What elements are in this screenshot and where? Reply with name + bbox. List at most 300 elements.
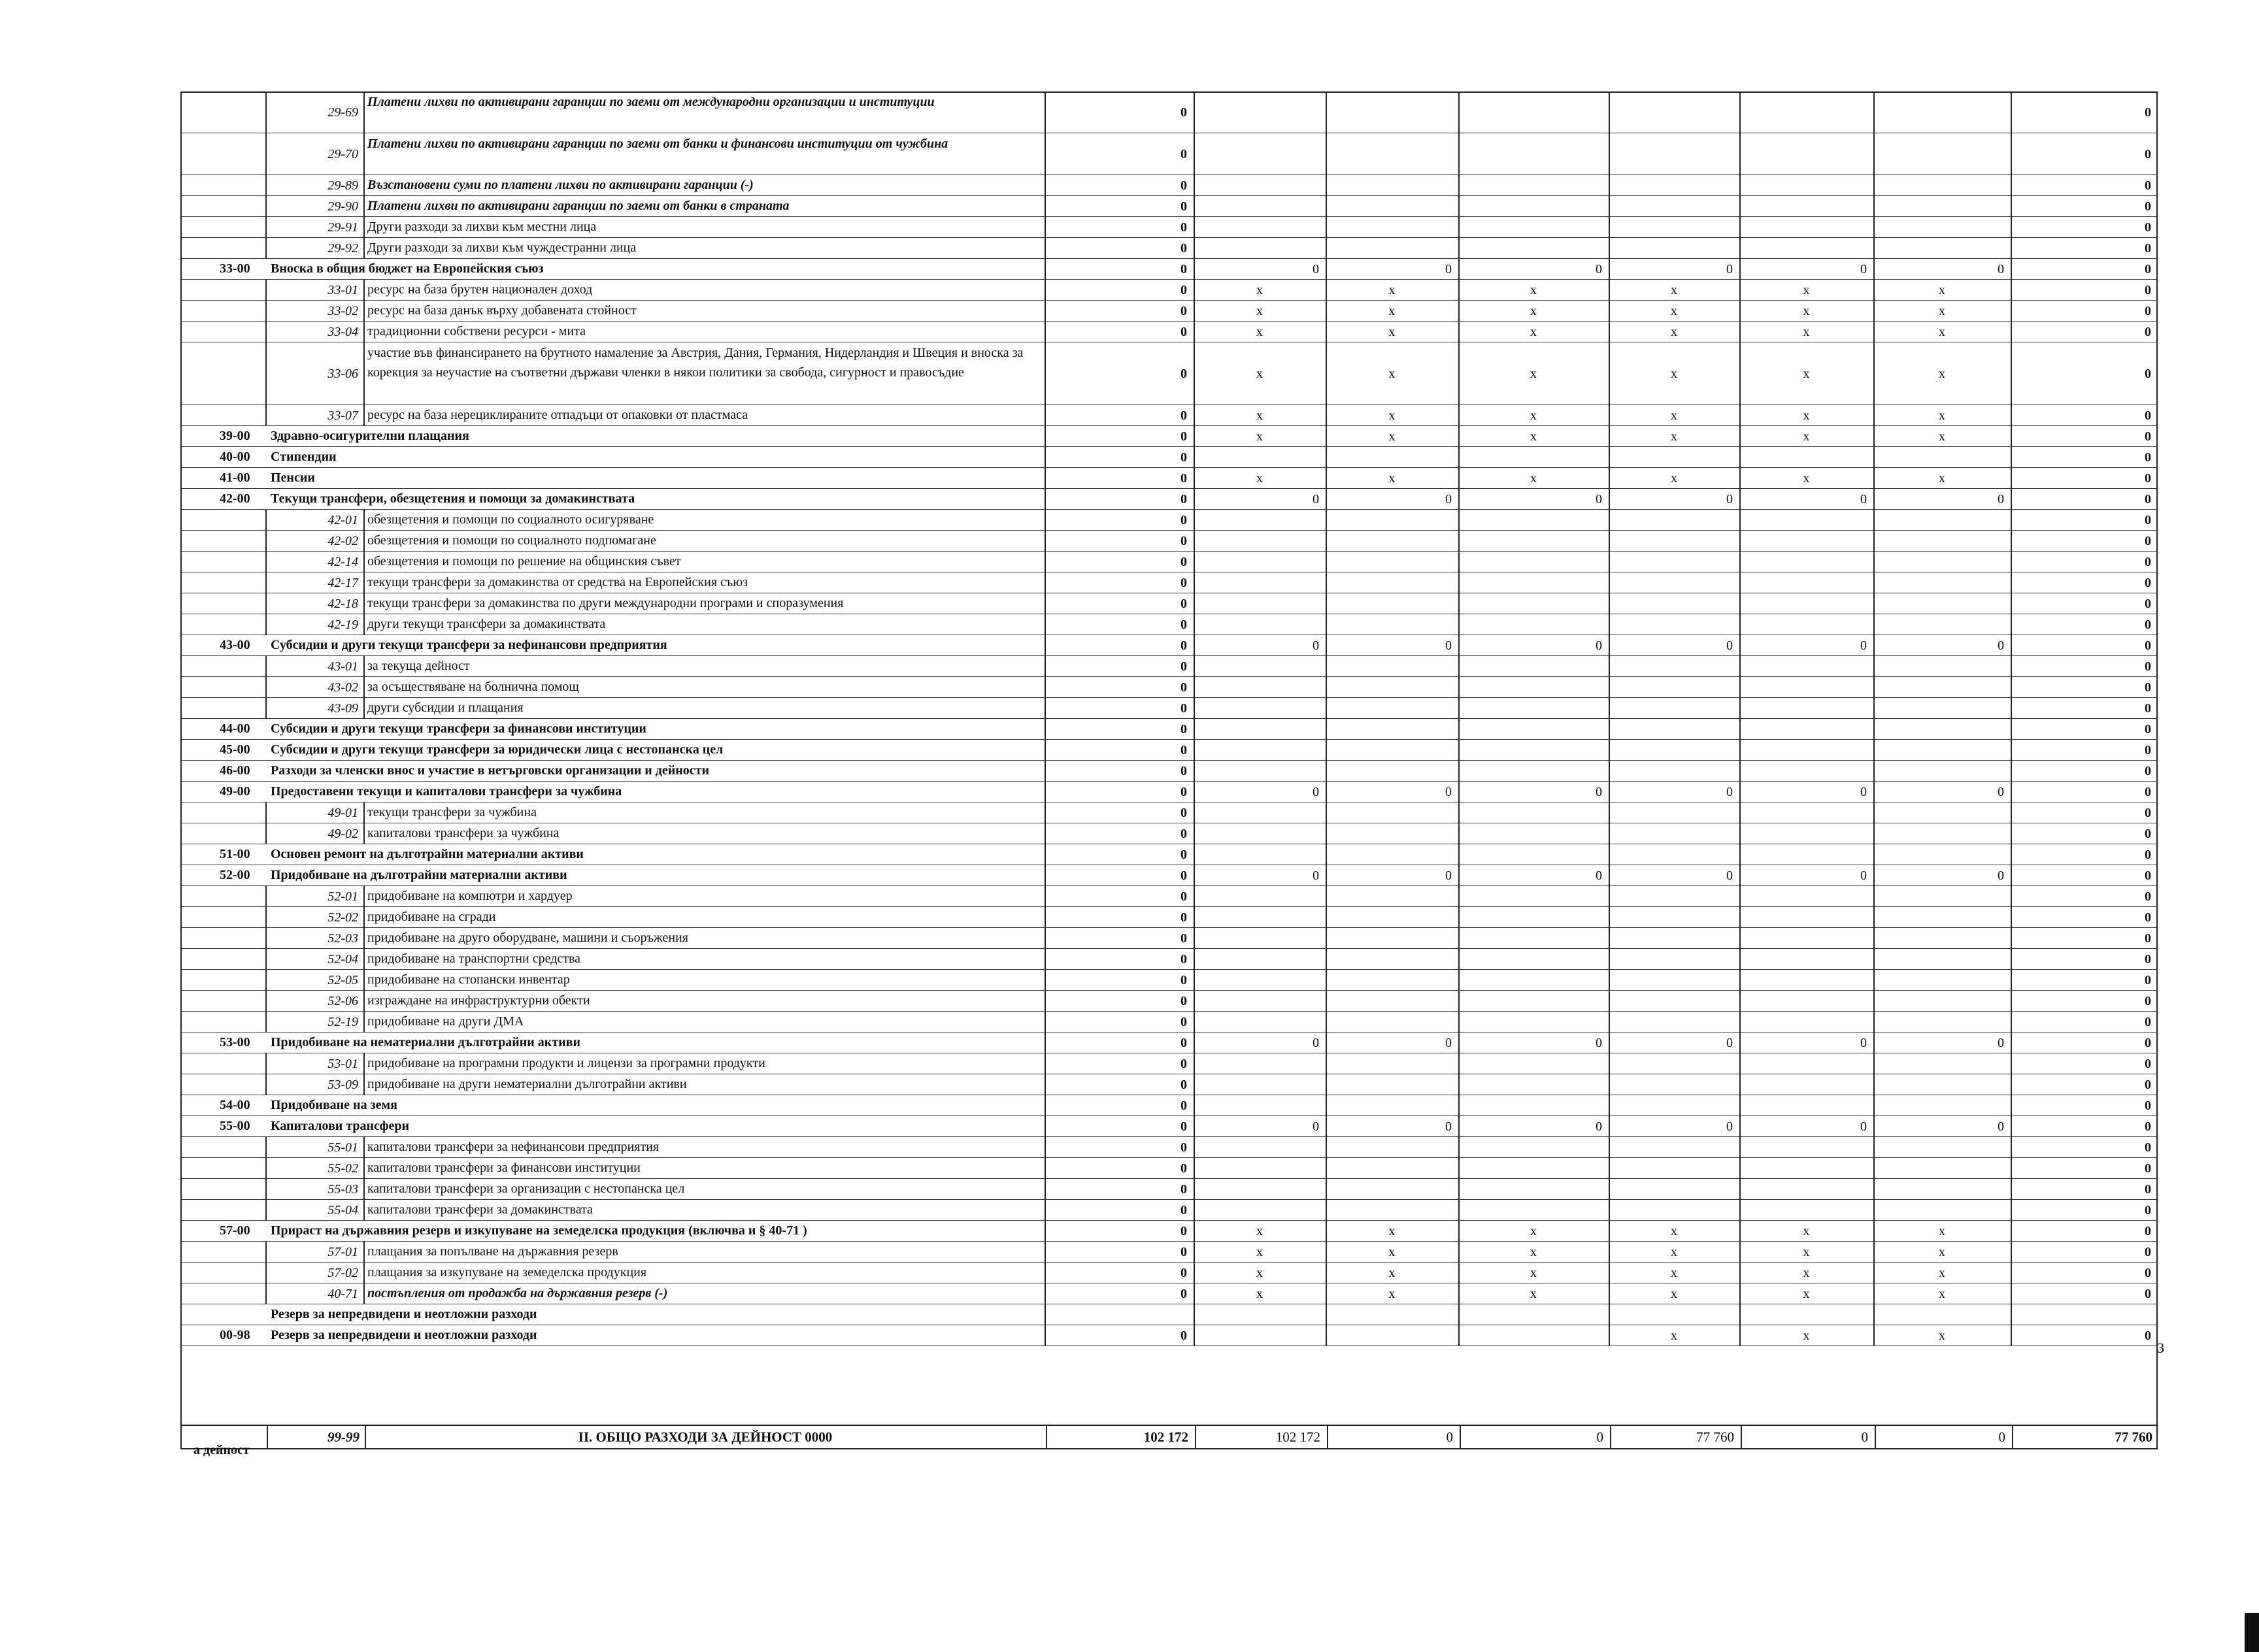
value-cell bbox=[1873, 802, 2011, 823]
grid-line bbox=[2011, 91, 2012, 133]
value-cell: 0 bbox=[2145, 618, 2151, 632]
grid-line bbox=[1326, 907, 1327, 928]
grid-line bbox=[1458, 1283, 1460, 1304]
grid-line bbox=[1195, 1426, 1196, 1448]
value-cell bbox=[1873, 91, 2011, 133]
value-cell: x bbox=[1803, 367, 1810, 381]
value-cell: 0 bbox=[2145, 1245, 2151, 1259]
value-cell bbox=[1194, 531, 1326, 551]
grid-line bbox=[1458, 238, 1460, 259]
value-cell: x bbox=[1256, 1245, 1263, 1259]
value-cell: 0 bbox=[1180, 367, 1187, 381]
value-cell: 0 bbox=[2145, 848, 2151, 862]
value-cell: 0 bbox=[1180, 471, 1187, 486]
grid-line bbox=[1458, 1263, 1460, 1283]
value-cell: 0 bbox=[2145, 952, 2151, 966]
grid-line bbox=[1873, 1283, 1875, 1304]
grid-line bbox=[1194, 531, 1195, 552]
value-cell bbox=[1873, 593, 2011, 614]
value-cell bbox=[1609, 91, 1739, 133]
grid-line bbox=[1458, 593, 1460, 614]
grid-line bbox=[1194, 802, 1195, 823]
table-row bbox=[180, 782, 2158, 802]
grid-line bbox=[2011, 1095, 2012, 1116]
grid-line bbox=[1194, 1242, 1195, 1263]
grid-line bbox=[265, 175, 267, 196]
grid-line bbox=[1045, 322, 1046, 342]
value-cell bbox=[1873, 531, 2011, 551]
grid-line bbox=[1458, 1053, 1460, 1074]
grid-line bbox=[1609, 970, 1610, 991]
value-cell bbox=[1873, 1074, 2011, 1095]
value-cell bbox=[1739, 447, 1873, 467]
grid-line bbox=[265, 949, 267, 970]
value-cell: 0 bbox=[1180, 806, 1187, 820]
grid-line bbox=[363, 91, 365, 133]
grid-line bbox=[1873, 1074, 1875, 1095]
grid-line bbox=[1739, 865, 1741, 886]
row-code: 55-03 bbox=[327, 1182, 358, 1197]
row-code: 57-00 bbox=[220, 1223, 250, 1238]
grid-line bbox=[1045, 552, 1046, 572]
table-row bbox=[180, 593, 2158, 614]
value-cell: 0 bbox=[1445, 638, 1452, 653]
value-cell: x bbox=[1803, 429, 1810, 444]
grid-line bbox=[1194, 489, 1195, 510]
value-cell: x bbox=[1671, 1329, 1677, 1343]
value-cell bbox=[1739, 928, 1873, 948]
table-row bbox=[180, 949, 2158, 970]
grid-line bbox=[1045, 217, 1046, 238]
grid-line bbox=[1458, 510, 1460, 531]
value-cell bbox=[1873, 614, 2011, 635]
row-name: придобиване на сгради bbox=[367, 910, 496, 924]
value-cell bbox=[1326, 572, 1458, 593]
value-cell bbox=[1609, 196, 1739, 216]
grid-line bbox=[1739, 259, 1741, 280]
grid-line bbox=[363, 593, 365, 614]
value-cell bbox=[1609, 447, 1739, 467]
value-cell bbox=[1458, 928, 1609, 948]
grid-line bbox=[2011, 782, 2012, 802]
row-name: участие във финансирането на брутното намаление за Австрия, Дания, Германия, Нидерландия и Швеция и вноска за корекция за неучастие на съответни държави членки в някои политики за свобода, сигурност и правосъдие bbox=[367, 346, 1024, 380]
value-cell bbox=[1739, 991, 1873, 1011]
value-cell: 0 bbox=[1860, 1036, 1867, 1050]
value-cell bbox=[1609, 949, 1739, 969]
grid-line bbox=[1458, 970, 1460, 991]
value-cell: 0 bbox=[2145, 889, 2151, 904]
value-cell: 0 bbox=[1313, 785, 1319, 799]
table-row bbox=[180, 1012, 2158, 1032]
grid-line bbox=[1458, 991, 1460, 1012]
grid-line bbox=[1045, 426, 1046, 447]
grid-line bbox=[265, 572, 267, 593]
grid-line bbox=[1739, 656, 1741, 677]
value-cell: 0 bbox=[2145, 1015, 2151, 1029]
grid-line bbox=[363, 301, 365, 322]
grid-line bbox=[1609, 1053, 1610, 1074]
row-name: за осъществяване на болнична помощ bbox=[367, 680, 579, 694]
value-cell: 0 bbox=[2145, 492, 2151, 506]
table-border bbox=[180, 91, 182, 1425]
grid-line bbox=[1609, 468, 1610, 489]
grid-line bbox=[363, 238, 365, 259]
grid-line bbox=[2011, 865, 2012, 886]
value-cell: 0 bbox=[1180, 1161, 1187, 1176]
grid-line bbox=[1609, 1283, 1610, 1304]
grid-line bbox=[265, 1179, 267, 1200]
grid-line bbox=[2011, 301, 2012, 322]
value-cell bbox=[1458, 1012, 1609, 1032]
value-cell: 0 bbox=[2145, 199, 2151, 214]
grid-line bbox=[1045, 886, 1046, 907]
value-cell bbox=[1458, 1304, 1609, 1325]
grid-line bbox=[1739, 1200, 1741, 1221]
grid-line bbox=[1609, 133, 1610, 175]
value-cell: x bbox=[1803, 1224, 1810, 1238]
value-cell: x bbox=[1388, 471, 1396, 486]
grid-line bbox=[1326, 802, 1327, 823]
grid-line bbox=[1873, 1304, 1875, 1325]
grid-line bbox=[363, 802, 365, 823]
grid-line bbox=[265, 217, 267, 238]
row-name: придобиване на транспортни средства bbox=[367, 951, 581, 966]
value-cell bbox=[1458, 844, 1609, 865]
value-cell: 0 bbox=[1180, 701, 1187, 716]
row-name: Други разходи за лихви към чуждестранни лица bbox=[367, 240, 637, 255]
value-cell: x bbox=[1530, 408, 1537, 423]
grid-line bbox=[1326, 342, 1327, 405]
value-cell bbox=[1194, 907, 1326, 927]
grid-line bbox=[1609, 572, 1610, 593]
value-cell bbox=[1326, 1053, 1458, 1074]
grid-line bbox=[1326, 1032, 1327, 1053]
grid-line bbox=[1739, 175, 1741, 196]
grid-line bbox=[1609, 1012, 1610, 1032]
grid-line bbox=[2011, 1304, 2012, 1325]
value-cell bbox=[1458, 802, 1609, 823]
grid-line bbox=[1194, 740, 1195, 761]
value-cell: 0 bbox=[2145, 1036, 2151, 1050]
grid-line bbox=[1194, 91, 1195, 133]
value-cell bbox=[1873, 949, 2011, 969]
value-cell: 0 bbox=[1180, 105, 1187, 120]
grid-line bbox=[1045, 865, 1046, 886]
grid-line bbox=[1045, 677, 1046, 698]
value-cell: 0 bbox=[2145, 1287, 2151, 1301]
value-cell bbox=[1045, 1304, 1194, 1325]
value-cell: 0 bbox=[1313, 868, 1319, 883]
value-cell bbox=[1458, 1095, 1609, 1115]
grid-line bbox=[1194, 238, 1195, 259]
value-cell bbox=[1873, 928, 2011, 948]
value-cell: x bbox=[1388, 325, 1396, 339]
value-cell: 0 bbox=[1180, 262, 1187, 276]
row-name: капиталови трансфери за домакинствата bbox=[367, 1202, 593, 1217]
row-code: 40-00 bbox=[220, 450, 250, 464]
grid-line bbox=[363, 907, 365, 928]
row-code: 55-01 bbox=[327, 1140, 358, 1155]
value-cell: 0 bbox=[1180, 1057, 1187, 1071]
grid-line bbox=[1458, 740, 1460, 761]
value-cell: 0 bbox=[1180, 450, 1187, 465]
value-cell: 0 bbox=[1180, 576, 1187, 590]
grid-line bbox=[1739, 1158, 1741, 1179]
value-cell bbox=[1194, 761, 1326, 781]
grid-line bbox=[1609, 802, 1610, 823]
table-row bbox=[180, 175, 2158, 196]
row-code: 29-90 bbox=[327, 199, 358, 214]
value-cell bbox=[1458, 677, 1609, 697]
grid-line bbox=[1609, 886, 1610, 907]
row-name: Резерв за непредвидени и неотложни разходи bbox=[271, 1307, 537, 1321]
row-name: капиталови трансфери за чужбина bbox=[367, 826, 560, 840]
grid-line bbox=[265, 342, 267, 405]
grid-line bbox=[1326, 593, 1327, 614]
table-row bbox=[180, 970, 2158, 991]
value-cell bbox=[1873, 133, 2011, 174]
value-cell bbox=[1609, 802, 1739, 823]
grid-line bbox=[1326, 698, 1327, 719]
row-name: традиционни собствени ресурси - мита bbox=[367, 324, 586, 339]
value-cell bbox=[1739, 1053, 1873, 1074]
grid-line bbox=[1326, 301, 1327, 322]
row-name: обезщетения и помощи по социалното осигуряване bbox=[367, 512, 654, 527]
grid-line bbox=[1326, 886, 1327, 907]
value-cell bbox=[1739, 175, 1873, 195]
grid-line bbox=[1739, 1283, 1741, 1304]
grid-line bbox=[1326, 635, 1327, 656]
row-code: 29-70 bbox=[327, 147, 358, 161]
value-cell bbox=[1739, 823, 1873, 844]
grid-line bbox=[1873, 552, 1875, 572]
grid-line bbox=[2011, 1325, 2012, 1346]
grid-line bbox=[265, 656, 267, 677]
grid-line bbox=[1458, 677, 1460, 698]
value-cell bbox=[1739, 970, 1873, 990]
value-cell bbox=[1458, 656, 1609, 676]
table-row bbox=[180, 217, 2158, 238]
grid-line bbox=[1326, 844, 1327, 865]
row-code: 52-05 bbox=[327, 973, 358, 987]
value-cell bbox=[1609, 572, 1739, 593]
grid-line bbox=[1458, 614, 1460, 635]
grid-line bbox=[1045, 991, 1046, 1012]
value-cell bbox=[1609, 1137, 1739, 1157]
value-cell bbox=[1739, 614, 1873, 635]
row-name: Основен ремонт на дълготрайни материални активи bbox=[271, 847, 584, 861]
table-row bbox=[180, 572, 2158, 593]
grid-line bbox=[265, 552, 267, 572]
value-cell bbox=[1739, 907, 1873, 927]
grid-line bbox=[1873, 238, 1875, 259]
value-cell: x bbox=[1803, 471, 1810, 486]
grid-line bbox=[1194, 1325, 1195, 1346]
table-row bbox=[180, 635, 2158, 656]
grid-line bbox=[1458, 322, 1460, 342]
grid-line bbox=[1045, 1304, 1046, 1325]
grid-line bbox=[1873, 886, 1875, 907]
value-cell bbox=[1326, 552, 1458, 572]
table-row bbox=[180, 740, 2158, 761]
grid-line bbox=[1739, 823, 1741, 844]
value-cell: x bbox=[1388, 1224, 1396, 1238]
value-cell bbox=[1609, 823, 1739, 844]
table-row bbox=[180, 677, 2158, 698]
value-cell: 0 bbox=[2145, 659, 2151, 674]
grid-line bbox=[363, 510, 365, 531]
row-code: 49-02 bbox=[327, 827, 358, 841]
grid-line bbox=[1045, 1200, 1046, 1221]
value-cell: x bbox=[1939, 408, 1945, 423]
grid-line bbox=[1045, 510, 1046, 531]
grid-line bbox=[1194, 782, 1195, 802]
value-cell: x bbox=[1671, 367, 1677, 381]
grid-line bbox=[1609, 1137, 1610, 1158]
value-cell bbox=[1194, 1053, 1326, 1074]
grid-line bbox=[1045, 1053, 1046, 1074]
table-row bbox=[180, 761, 2158, 782]
table-row bbox=[180, 656, 2158, 677]
grid-line bbox=[1326, 1074, 1327, 1095]
grid-line bbox=[1739, 322, 1741, 342]
value-cell bbox=[1326, 1158, 1458, 1178]
grid-line bbox=[265, 593, 267, 614]
value-cell bbox=[1609, 761, 1739, 781]
grid-line bbox=[1045, 1012, 1046, 1032]
value-cell: 0 bbox=[2145, 325, 2151, 339]
value-cell: 0 bbox=[1313, 492, 1319, 506]
value-cell bbox=[1873, 552, 2011, 572]
table-row bbox=[180, 259, 2158, 280]
grid-line bbox=[1326, 1283, 1327, 1304]
grid-line bbox=[265, 698, 267, 719]
row-name: Разходи за членски внос и участие в нетърговски организации и дейности bbox=[271, 763, 710, 778]
value-cell bbox=[1609, 1304, 1739, 1325]
value-cell: 0 bbox=[1860, 785, 1867, 799]
value-cell bbox=[1609, 531, 1739, 551]
value-cell: x bbox=[1671, 408, 1677, 423]
grid-line bbox=[1873, 510, 1875, 531]
value-cell: x bbox=[1256, 325, 1263, 339]
row-code: 53-01 bbox=[327, 1057, 358, 1071]
value-cell: 0 bbox=[1998, 785, 2004, 799]
row-name: ресурс на база данък върху добавената стойност bbox=[367, 303, 637, 318]
table-row bbox=[180, 1137, 2158, 1158]
grid-line bbox=[2011, 928, 2012, 949]
grid-line bbox=[1458, 782, 1460, 802]
value-cell: 0 bbox=[1180, 618, 1187, 632]
value-cell: 0 bbox=[1180, 555, 1187, 569]
grid-line bbox=[1045, 175, 1046, 196]
grid-line bbox=[1873, 531, 1875, 552]
grid-line bbox=[1326, 1263, 1327, 1283]
value-cell: x bbox=[1256, 1224, 1263, 1238]
row-name: придобиване на компютри и хардуер bbox=[367, 889, 573, 903]
grid-line bbox=[1460, 1426, 1461, 1448]
value-cell: 0 bbox=[1180, 827, 1187, 841]
grid-line bbox=[1045, 1325, 1046, 1346]
grid-line bbox=[1458, 656, 1460, 677]
grid-line bbox=[1194, 1074, 1195, 1095]
row-code: 42-14 bbox=[327, 555, 358, 569]
value-cell bbox=[1326, 844, 1458, 865]
grid-line bbox=[2011, 1242, 2012, 1263]
grid-line bbox=[2011, 489, 2012, 510]
grid-line bbox=[363, 991, 365, 1012]
grid-line bbox=[363, 1137, 365, 1158]
value-cell bbox=[1739, 1158, 1873, 1178]
grid-line bbox=[1194, 510, 1195, 531]
grid-line bbox=[1739, 1263, 1741, 1283]
grid-line bbox=[265, 301, 267, 322]
grid-line bbox=[1045, 844, 1046, 865]
value-cell bbox=[1873, 196, 2011, 216]
grid-line bbox=[1609, 719, 1610, 740]
grid-line bbox=[363, 280, 365, 301]
table-row bbox=[180, 1242, 2158, 1263]
grid-line bbox=[1609, 259, 1610, 280]
grid-line bbox=[1739, 614, 1741, 635]
value-cell bbox=[1739, 510, 1873, 530]
value-cell bbox=[1194, 552, 1326, 572]
value-cell bbox=[2011, 1304, 2158, 1325]
grid-line bbox=[1739, 782, 1741, 802]
value-cell: 0 bbox=[1313, 1119, 1319, 1134]
grid-line bbox=[1739, 468, 1741, 489]
value-cell: 0 bbox=[2145, 367, 2151, 381]
total-value: 77 760 bbox=[2115, 1429, 2152, 1445]
grid-line bbox=[2011, 1053, 2012, 1074]
value-cell: 0 bbox=[2145, 638, 2151, 653]
grid-line bbox=[1194, 322, 1195, 342]
row-name: придобиване на друго оборудване, машини и съоръжения bbox=[367, 931, 688, 945]
value-cell bbox=[1458, 447, 1609, 467]
grid-line bbox=[1739, 238, 1741, 259]
grid-line bbox=[1194, 928, 1195, 949]
table-row bbox=[180, 865, 2158, 886]
grid-line bbox=[1873, 217, 1875, 238]
value-cell bbox=[1326, 802, 1458, 823]
value-cell: 0 bbox=[2145, 105, 2151, 120]
grid-line bbox=[1873, 1200, 1875, 1221]
value-cell bbox=[1739, 1304, 1873, 1325]
value-cell bbox=[1609, 175, 1739, 195]
grid-line bbox=[363, 1179, 365, 1200]
grid-line bbox=[1326, 1116, 1327, 1137]
value-cell bbox=[1609, 970, 1739, 990]
grid-line bbox=[1326, 1158, 1327, 1179]
grid-line bbox=[1609, 91, 1610, 133]
value-cell bbox=[1326, 1325, 1458, 1346]
grid-line bbox=[1045, 447, 1046, 468]
grid-line bbox=[1458, 280, 1460, 301]
total-value: 0 bbox=[1998, 1429, 2005, 1445]
value-cell bbox=[1326, 175, 1458, 195]
grid-line bbox=[1609, 740, 1610, 761]
value-cell bbox=[1873, 175, 2011, 195]
value-cell: 0 bbox=[1180, 1015, 1187, 1029]
value-cell: 0 bbox=[2145, 429, 2151, 444]
table-row bbox=[180, 1032, 2158, 1053]
value-cell: x bbox=[1803, 1329, 1810, 1343]
grid-line bbox=[1458, 802, 1460, 823]
grid-line bbox=[1739, 1012, 1741, 1032]
row-code: 52-06 bbox=[327, 994, 358, 1008]
grid-line bbox=[1458, 468, 1460, 489]
value-cell bbox=[1194, 447, 1326, 467]
grid-line bbox=[1873, 698, 1875, 719]
